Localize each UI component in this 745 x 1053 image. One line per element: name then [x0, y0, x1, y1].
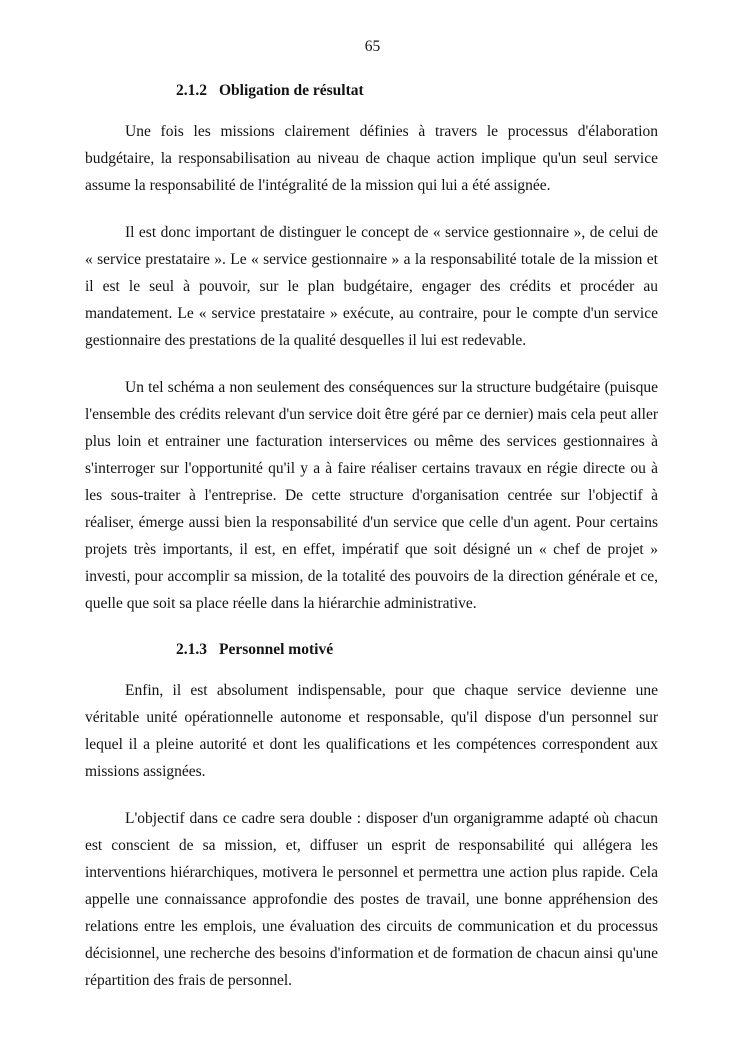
section-heading-personnel-motive — [176, 639, 658, 661]
section-heading-obligation-de-resultat — [176, 80, 658, 102]
section-heading-number: 2.1.3 — [176, 641, 207, 658]
page-content — [85, 80, 658, 994]
section-heading-title: Personnel motivé — [219, 641, 334, 658]
paragraph: Un tel schéma a non seulement des conséquences sur la structure budgétaire (puisque l'ensemble des crédits relevant d'un service doit être géré par ce dernier) mais cela peut aller plus loin et entrainer une facturation interservices ou même des services gestionnaires à s'interroger sur l'opportunité qu'il y a à faire réaliser certains travaux en régie directe ou à les sous-traiter à l'entreprise. De cette structure d'organisation centrée sur l'objectif à réaliser, émerge aussi bien la responsabilité d'un service que celle d'un agent. Pour certains projets très importants, il est, en effet, impératif que soit désigné un « chef de projet » investi, pour accomplir sa mission, de la totalité des pouvoirs de la direction générale et ce, quelle que soit sa place réelle dans la hiérarchie administrative. — [85, 379, 658, 612]
paragraph: L'objectif dans ce cadre sera double : disposer d'un organigramme adapté où chacun est conscient de sa mission, et, diffuser un esprit de responsabilité qui allégera les interventions hiérarchiques, motivera le personnel et permettra une action plus rapide. Cela appelle une connaissance approfondie des postes de travail, une bonne appréhension des relations entre les emplois, une évaluation des circuits de communication et du processus décisionnel, une recherche des besoins d'information et de formation de chacun ainsi qu'une répartition des frais de personnel. — [85, 810, 658, 989]
section-heading-number: 2.1.2 — [176, 82, 207, 99]
page-number: 65 — [364, 38, 381, 55]
paragraph: Une fois les missions clairement définies à travers le processus d'élaboration budgétaire, la responsabilisation au niveau de chaque action implique qu'un seul service assume la responsabilité de l'intégralité de la mission qui lui a été assignée. — [85, 123, 658, 194]
paragraph: Enfin, il est absolument indispensable, pour que chaque service devienne une véritable unité opérationnelle autonome et responsable, qu'il dispose d'un personnel sur lequel il a pleine autorité et dont les qualifications et les compétences correspondent aux missions assignées. — [85, 682, 658, 780]
paragraph: Il est donc important de distinguer le concept de « service gestionnaire », de celui de « service prestataire ». Le « service gestionnaire » a la responsabilité totale de la mission et il est le seul à pouvoir, sur le plan budgétaire, engager des crédits et procéder au mandatement. Le « service prestataire » exécute, au contraire, pour le compte d'un service gestionnaire des prestations de la qualité desquelles il lui est redevable. — [85, 224, 658, 349]
section-heading-title: Obligation de résultat — [219, 82, 364, 99]
